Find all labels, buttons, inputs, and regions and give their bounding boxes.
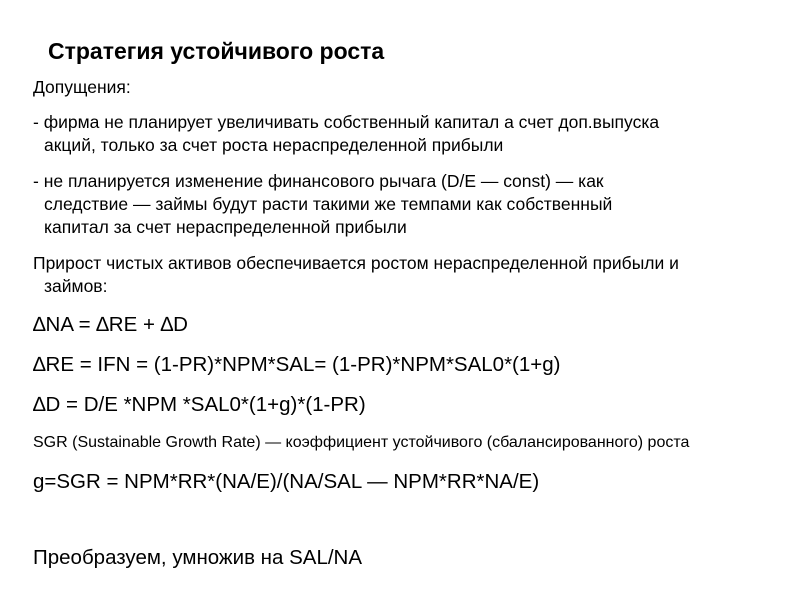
assumption-1-line-2: акций, только за счет роста нераспределенной прибыли (44, 135, 504, 155)
assumption-2-line-1: - не планируется изменение финансового рычага (D/E — const) — как (33, 171, 604, 191)
sgr-definition: SGR (Sustainable Growth Rate) — коэффициент устойчивого (сбалансированного) роста (33, 434, 690, 451)
assumption-2-line-3: капитал за счет нераспределенной прибыли (44, 217, 407, 237)
growth-note-line-1: Прирост чистых активов обеспечивается ростом нераспределенной прибыли и (33, 253, 679, 273)
formula-delta-d: ∆D = D/E *NPM *SAL0*(1+g)*(1-PR) (33, 393, 366, 416)
assumption-1-line-1: - фирма не планирует увеличивать собственный капитал а счет доп.выпуска (33, 112, 660, 132)
assumption-2-line-2: следствие — займы будут расти такими же темпами как собственный (44, 194, 613, 214)
transform-note: Преобразуем, умножив на SAL/NA (33, 546, 363, 569)
formula-delta-na: ∆NA = ∆RE + ∆D (33, 313, 188, 336)
formula-delta-re: ∆RE = IFN = (1-PR)*NPM*SAL= (1-PR)*NPM*SAL0*(1+g) (33, 353, 561, 376)
formula-sgr: g=SGR = NPM*RR*(NA/E)/(NA/SAL — NPM*RR*NA/E) (33, 470, 540, 493)
assumptions-heading: Допущения: (33, 77, 131, 97)
slide-title: Стратегия устойчивого роста (48, 38, 385, 64)
growth-note-line-2: займов: (44, 276, 108, 296)
